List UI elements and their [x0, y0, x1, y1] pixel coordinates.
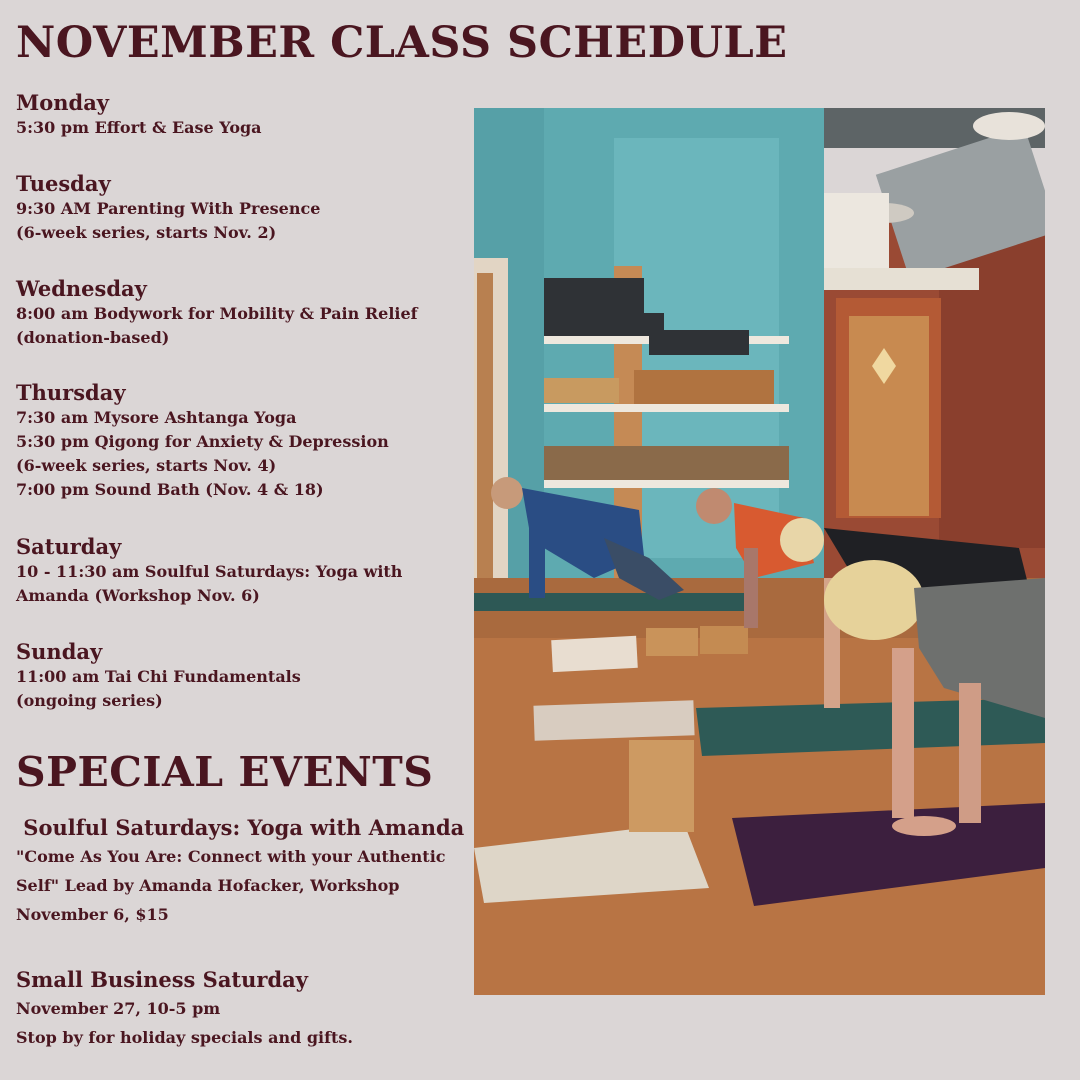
event-line: "Come As You Are: Connect with your Authentic — [16, 847, 446, 866]
class-line: (6-week series, starts Nov. 4) — [16, 456, 277, 475]
class-line: Amanda (Workshop Nov. 6) — [16, 586, 260, 605]
yoga-class-photo — [474, 108, 1045, 995]
class-line: 7:00 pm Sound Bath (Nov. 4 & 18) — [16, 480, 324, 499]
class-line: 11:00 am Tai Chi Fundamentals — [16, 667, 301, 686]
class-line: (6-week series, starts Nov. 2) — [16, 223, 277, 242]
class-line: 9:30 AM Parenting With Presence — [16, 199, 321, 218]
day-name: Sunday — [16, 639, 103, 664]
class-line: 10 - 11:30 am Soulful Saturdays: Yoga with — [16, 562, 403, 581]
day-saturday — [16, 534, 466, 608]
day-thursday — [16, 380, 466, 502]
special-events-title: SPECIAL EVENTS — [16, 748, 434, 796]
class-line: (donation-based) — [16, 328, 170, 347]
page-title: NOVEMBER CLASS SCHEDULE — [16, 18, 788, 68]
class-line: 5:30 pm Qigong for Anxiety & Depression — [16, 432, 389, 451]
day-tuesday — [16, 171, 466, 245]
event-small-business-saturday — [16, 966, 471, 1052]
day-name: Thursday — [16, 380, 126, 405]
event-line: Stop by for holiday specials and gifts. — [16, 1028, 353, 1047]
class-line: 5:30 pm Effort & Ease Yoga — [16, 118, 262, 137]
event-title: Small Business Saturday — [16, 967, 308, 992]
day-name: Saturday — [16, 534, 122, 559]
event-title: Soulful Saturdays: Yoga with Amanda — [16, 815, 465, 840]
class-line: 7:30 am Mysore Ashtanga Yoga — [16, 408, 297, 427]
yoga-class-illustration — [474, 108, 1045, 995]
day-name: Monday — [16, 90, 110, 115]
event-line: November 6, $15 — [16, 905, 169, 924]
class-line: (ongoing series) — [16, 691, 163, 710]
event-line: Self" Lead by Amanda Hofacker, Workshop — [16, 876, 400, 895]
day-sunday — [16, 639, 466, 713]
day-name: Tuesday — [16, 171, 111, 196]
event-soulful-saturdays — [16, 814, 471, 929]
day-name: Wednesday — [16, 276, 147, 301]
class-line: 8:00 am Bodywork for Mobility & Pain Relief — [16, 304, 418, 323]
day-monday — [16, 90, 466, 140]
day-wednesday — [16, 276, 466, 350]
event-line: November 27, 10-5 pm — [16, 999, 221, 1018]
